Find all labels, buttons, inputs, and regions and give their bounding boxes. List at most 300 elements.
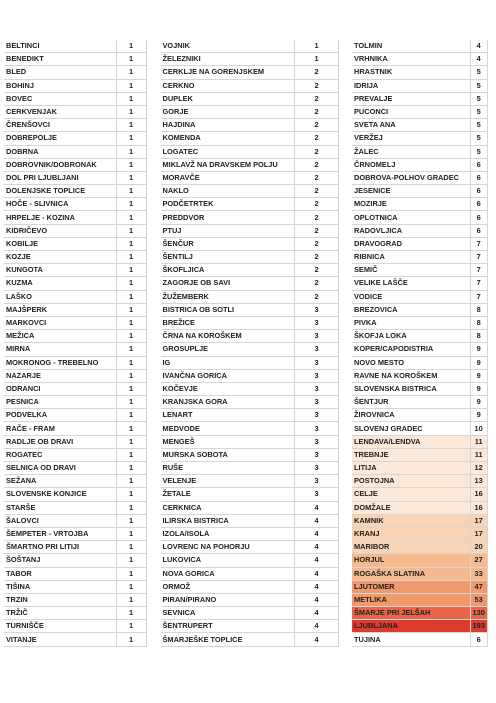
case-count: 6 xyxy=(470,158,487,171)
municipality-name: KRANJ xyxy=(352,527,470,540)
table-row xyxy=(4,264,146,277)
table-row xyxy=(352,158,487,171)
case-count: 1 xyxy=(116,264,146,277)
case-count: 4 xyxy=(295,501,339,514)
table-row xyxy=(161,527,339,540)
case-count: 2 xyxy=(295,264,339,277)
case-count: 2 xyxy=(295,198,339,211)
table-row xyxy=(4,633,146,646)
case-count: 3 xyxy=(295,356,339,369)
municipality-name: SEMIČ xyxy=(352,264,470,277)
case-count: 10 xyxy=(470,422,487,435)
table-row xyxy=(352,554,487,567)
table-row xyxy=(4,475,146,488)
table-row xyxy=(4,422,146,435)
municipality-name: RADOVLJICA xyxy=(352,224,470,237)
table-row xyxy=(352,567,487,580)
municipality-name: NAKLO xyxy=(161,185,295,198)
case-count: 6 xyxy=(470,211,487,224)
case-count: 4 xyxy=(295,567,339,580)
case-count: 1 xyxy=(116,356,146,369)
municipality-name: KOMENDA xyxy=(161,132,295,145)
municipality-name: TRŽIČ xyxy=(4,607,116,620)
case-count: 1 xyxy=(116,237,146,250)
municipality-name: BENEDIKT xyxy=(4,53,116,66)
case-count: 2 xyxy=(295,66,339,79)
case-count: 4 xyxy=(295,580,339,593)
municipality-name: ČRNOMELJ xyxy=(352,158,470,171)
municipality-name: PREVALJE xyxy=(352,92,470,105)
table-row xyxy=(4,580,146,593)
municipality-name: TREBNJE xyxy=(352,448,470,461)
case-count: 1 xyxy=(116,303,146,316)
case-count: 1 xyxy=(116,316,146,329)
table-row xyxy=(161,607,339,620)
municipality-name: POSTOJNA xyxy=(352,475,470,488)
table-row xyxy=(161,554,339,567)
municipality-name: MURSKA SOBOTA xyxy=(161,448,295,461)
municipality-name: VERŽEJ xyxy=(352,132,470,145)
case-count: 6 xyxy=(470,633,487,646)
municipality-name: MEDVODE xyxy=(161,422,295,435)
municipality-name: SLOVENJ GRADEC xyxy=(352,422,470,435)
case-count: 2 xyxy=(295,105,339,118)
municipality-name: MARIBOR xyxy=(352,541,470,554)
municipality-name: SLOVENSKA BISTRICA xyxy=(352,382,470,395)
case-count: 5 xyxy=(470,66,487,79)
case-count: 9 xyxy=(470,396,487,409)
table-row xyxy=(161,145,339,158)
case-count: 1 xyxy=(116,224,146,237)
municipality-name: VRHNIKA xyxy=(352,53,470,66)
municipality-name: PTUJ xyxy=(161,224,295,237)
case-count: 20 xyxy=(470,541,487,554)
table-row xyxy=(161,369,339,382)
table-row xyxy=(4,462,146,475)
table-row xyxy=(352,92,487,105)
municipality-name: VODICE xyxy=(352,290,470,303)
municipality-name: KUNGOTA xyxy=(4,264,116,277)
case-count: 2 xyxy=(295,290,339,303)
table-row xyxy=(352,290,487,303)
municipality-name: BISTRICA OB SOTLI xyxy=(161,303,295,316)
case-count: 4 xyxy=(295,541,339,554)
case-count: 1 xyxy=(116,488,146,501)
table-column-2 xyxy=(161,40,340,647)
municipality-name: HRPELJE - KOZINA xyxy=(4,211,116,224)
municipality-name: HOČE - SLIVNICA xyxy=(4,198,116,211)
table-row xyxy=(352,475,487,488)
table-row xyxy=(4,330,146,343)
municipality-name: MARKOVCI xyxy=(4,316,116,329)
municipality-name: KRANJSKA GORA xyxy=(161,396,295,409)
case-count: 1 xyxy=(116,448,146,461)
municipality-name: RADLJE OB DRAVI xyxy=(4,435,116,448)
table-row xyxy=(4,79,146,92)
table-row xyxy=(161,475,339,488)
case-count: 8 xyxy=(470,330,487,343)
case-count: 4 xyxy=(295,633,339,646)
table-row xyxy=(352,264,487,277)
table-row xyxy=(352,527,487,540)
table-row xyxy=(161,185,339,198)
case-count: 3 xyxy=(295,409,339,422)
table-row xyxy=(4,211,146,224)
municipality-name: VELIKE LAŠČE xyxy=(352,277,470,290)
municipality-name: ŽELEZNIKI xyxy=(161,53,295,66)
table-row xyxy=(161,343,339,356)
municipality-name: TABOR xyxy=(4,567,116,580)
municipality-name: MENGEŠ xyxy=(161,435,295,448)
table-row xyxy=(161,396,339,409)
municipality-name: JESENICE xyxy=(352,185,470,198)
case-count: 9 xyxy=(470,409,487,422)
municipality-name: MAJŠPERK xyxy=(4,303,116,316)
table-row xyxy=(4,237,146,250)
case-count: 5 xyxy=(470,145,487,158)
table-row xyxy=(4,303,146,316)
table-row xyxy=(352,330,487,343)
table-row xyxy=(4,53,146,66)
municipality-name: MOZIRJE xyxy=(352,198,470,211)
table-row xyxy=(4,145,146,158)
table-row xyxy=(161,264,339,277)
table-row xyxy=(352,132,487,145)
table-row xyxy=(161,409,339,422)
table-row xyxy=(4,343,146,356)
case-count: 6 xyxy=(470,171,487,184)
municipality-name: ŠOŠTANJ xyxy=(4,554,116,567)
case-count: 1 xyxy=(116,158,146,171)
table-row xyxy=(4,171,146,184)
table-row xyxy=(161,435,339,448)
case-count: 2 xyxy=(295,277,339,290)
municipality-name: TOLMIN xyxy=(352,40,470,53)
table-row xyxy=(352,369,487,382)
case-count: 11 xyxy=(470,435,487,448)
case-count: 1 xyxy=(295,40,339,53)
municipality-name: TUJINA xyxy=(352,633,470,646)
case-count: 1 xyxy=(116,607,146,620)
case-count: 4 xyxy=(470,40,487,53)
table-row xyxy=(4,527,146,540)
municipality-name: NOVA GORICA xyxy=(161,567,295,580)
municipality-name: DOLENJSKE TOPLICE xyxy=(4,185,116,198)
municipality-name: DOBREPOLJE xyxy=(4,132,116,145)
table-body-2 xyxy=(161,40,339,646)
municipality-name: ŽUŽEMBERK xyxy=(161,290,295,303)
table-row xyxy=(4,554,146,567)
municipality-name: MIKLAVŽ NA DRAVSKEM POLJU xyxy=(161,158,295,171)
table-row xyxy=(4,541,146,554)
table-row xyxy=(161,567,339,580)
municipality-name: DRAVOGRAD xyxy=(352,237,470,250)
municipality-name: ROGAŠKA SLATINA xyxy=(352,567,470,580)
municipality-name: CERKVENJAK xyxy=(4,105,116,118)
municipality-name: CERKNICA xyxy=(161,501,295,514)
municipality-name: PESNICA xyxy=(4,396,116,409)
table-row xyxy=(161,330,339,343)
table-row xyxy=(4,251,146,264)
municipality-name: DOMŽALE xyxy=(352,501,470,514)
municipality-name: MEŽICA xyxy=(4,330,116,343)
municipality-name: HRASTNIK xyxy=(352,66,470,79)
municipality-name: LOVRENC NA POHORJU xyxy=(161,541,295,554)
case-count: 130 xyxy=(470,607,487,620)
municipality-name: ROGATEC xyxy=(4,448,116,461)
municipality-name: LAŠKO xyxy=(4,290,116,303)
municipality-name: PREDDVOR xyxy=(161,211,295,224)
case-count: 1 xyxy=(116,105,146,118)
case-count: 4 xyxy=(470,53,487,66)
municipality-name: LENDAVA/LENDVA xyxy=(352,435,470,448)
case-count: 53 xyxy=(470,593,487,606)
case-count: 2 xyxy=(295,224,339,237)
table-row xyxy=(161,593,339,606)
case-count: 2 xyxy=(295,158,339,171)
municipality-name: ŠALOVCI xyxy=(4,514,116,527)
municipality-name: BOVEC xyxy=(4,92,116,105)
table-row xyxy=(4,396,146,409)
case-count: 1 xyxy=(116,92,146,105)
case-count: 8 xyxy=(470,303,487,316)
table-row xyxy=(352,119,487,132)
case-count: 1 xyxy=(116,343,146,356)
case-count: 3 xyxy=(295,488,339,501)
municipality-name: BREŽICE xyxy=(161,316,295,329)
table-row xyxy=(161,224,339,237)
table-row xyxy=(352,396,487,409)
table-column-1 xyxy=(4,40,147,647)
case-count: 11 xyxy=(470,448,487,461)
table-row xyxy=(352,171,487,184)
table-row xyxy=(4,488,146,501)
municipality-name: LUKOVICA xyxy=(161,554,295,567)
case-count: 1 xyxy=(116,211,146,224)
municipality-name: DOBRNA xyxy=(4,145,116,158)
municipality-tables xyxy=(0,40,496,647)
municipality-name: PODVELKA xyxy=(4,409,116,422)
top-margin xyxy=(0,0,496,40)
case-count: 5 xyxy=(470,132,487,145)
municipality-name: MORAVČE xyxy=(161,171,295,184)
case-count: 6 xyxy=(470,224,487,237)
municipality-name: SVETA ANA xyxy=(352,119,470,132)
case-count: 7 xyxy=(470,251,487,264)
municipality-name: BLED xyxy=(4,66,116,79)
table-row xyxy=(4,198,146,211)
case-count: 16 xyxy=(470,488,487,501)
case-count: 2 xyxy=(295,251,339,264)
case-count: 1 xyxy=(116,554,146,567)
case-count: 193 xyxy=(470,620,487,633)
table-row xyxy=(161,251,339,264)
table-row xyxy=(352,316,487,329)
case-count: 1 xyxy=(116,501,146,514)
case-count: 1 xyxy=(116,620,146,633)
table-row xyxy=(161,514,339,527)
municipality-name: CELJE xyxy=(352,488,470,501)
case-count: 1 xyxy=(116,514,146,527)
table-row xyxy=(161,448,339,461)
case-count: 3 xyxy=(295,462,339,475)
case-count: 1 xyxy=(116,330,146,343)
table-row xyxy=(352,224,487,237)
municipality-name: ŠENTRUPERT xyxy=(161,620,295,633)
municipality-name: BOHINJ xyxy=(4,79,116,92)
table-row xyxy=(161,277,339,290)
table-row xyxy=(352,593,487,606)
case-count: 1 xyxy=(116,527,146,540)
table-row xyxy=(352,303,487,316)
case-count: 1 xyxy=(116,277,146,290)
table-row xyxy=(4,224,146,237)
case-count: 2 xyxy=(295,185,339,198)
case-count: 3 xyxy=(295,369,339,382)
table-row xyxy=(4,448,146,461)
case-count: 1 xyxy=(116,119,146,132)
case-count: 5 xyxy=(470,92,487,105)
table-row xyxy=(161,211,339,224)
table-row xyxy=(352,501,487,514)
table-row xyxy=(161,620,339,633)
municipality-name: LOGATEC xyxy=(161,145,295,158)
table-row xyxy=(352,382,487,395)
case-count: 2 xyxy=(295,211,339,224)
table-row xyxy=(352,40,487,53)
municipality-name: NAZARJE xyxy=(4,369,116,382)
table-row xyxy=(4,593,146,606)
case-count: 1 xyxy=(116,409,146,422)
case-count: 1 xyxy=(116,66,146,79)
table-row xyxy=(161,422,339,435)
case-count: 47 xyxy=(470,580,487,593)
municipality-name: ODRANCI xyxy=(4,382,116,395)
table-row xyxy=(4,105,146,118)
municipality-name: ŽIROVNICA xyxy=(352,409,470,422)
case-count: 33 xyxy=(470,567,487,580)
case-count: 1 xyxy=(116,382,146,395)
table-row xyxy=(352,448,487,461)
table-row xyxy=(161,79,339,92)
municipality-name: BREZOVICA xyxy=(352,303,470,316)
municipality-name: RIBNICA xyxy=(352,251,470,264)
case-count: 1 xyxy=(116,422,146,435)
municipality-name: PUCONCI xyxy=(352,105,470,118)
case-count: 1 xyxy=(116,132,146,145)
case-count: 4 xyxy=(295,620,339,633)
case-count: 3 xyxy=(295,330,339,343)
table-row xyxy=(352,462,487,475)
municipality-name: VELENJE xyxy=(161,475,295,488)
municipality-name: SELNICA OD DRAVI xyxy=(4,462,116,475)
municipality-name: DOBROVA-POLHOV GRADEC xyxy=(352,171,470,184)
table-row xyxy=(4,158,146,171)
case-count: 7 xyxy=(470,264,487,277)
case-count: 3 xyxy=(295,396,339,409)
table-row xyxy=(352,251,487,264)
table-row xyxy=(4,501,146,514)
municipality-name: SLOVENSKE KONJICE xyxy=(4,488,116,501)
municipality-name: ČRNA NA KOROŠKEM xyxy=(161,330,295,343)
table-row xyxy=(4,316,146,329)
case-count: 4 xyxy=(295,527,339,540)
municipality-name: RUŠE xyxy=(161,462,295,475)
table-row xyxy=(4,185,146,198)
case-count: 3 xyxy=(295,422,339,435)
table-row xyxy=(161,541,339,554)
municipality-name: VOJNIK xyxy=(161,40,295,53)
case-count: 4 xyxy=(295,554,339,567)
municipality-name: METLIKA xyxy=(352,593,470,606)
municipality-name: LJUBLJANA xyxy=(352,620,470,633)
municipality-name: TIŠINA xyxy=(4,580,116,593)
municipality-name: KOPER/CAPODISTRIA xyxy=(352,343,470,356)
table-row xyxy=(4,567,146,580)
case-count: 3 xyxy=(295,382,339,395)
municipality-name: KUZMA xyxy=(4,277,116,290)
municipality-name: RAVNE NA KOROŠKEM xyxy=(352,369,470,382)
municipality-name: BELTINCI xyxy=(4,40,116,53)
municipality-name: ČRENŠOVCI xyxy=(4,119,116,132)
table-row xyxy=(161,119,339,132)
case-count: 1 xyxy=(116,633,146,646)
case-count: 1 xyxy=(116,462,146,475)
table-row xyxy=(4,92,146,105)
table-row xyxy=(4,514,146,527)
table-body-1 xyxy=(4,40,146,646)
table-row xyxy=(352,66,487,79)
table-row xyxy=(161,290,339,303)
municipality-name: VITANJE xyxy=(4,633,116,646)
municipality-name: KOČEVJE xyxy=(161,382,295,395)
municipality-name: TURNIŠČE xyxy=(4,620,116,633)
table-row xyxy=(161,66,339,79)
municipality-name: MIRNA xyxy=(4,343,116,356)
municipality-name: ŠKOFJA LOKA xyxy=(352,330,470,343)
table-row xyxy=(161,488,339,501)
table-row xyxy=(352,343,487,356)
table-row xyxy=(161,356,339,369)
case-count: 5 xyxy=(470,105,487,118)
table-row xyxy=(4,382,146,395)
table-column-3 xyxy=(352,40,488,647)
municipality-name: ŠMARJE PRI JELŠAH xyxy=(352,607,470,620)
table-row xyxy=(161,158,339,171)
case-count: 6 xyxy=(470,185,487,198)
municipality-name: STARŠE xyxy=(4,501,116,514)
municipality-name: SEVNICA xyxy=(161,607,295,620)
municipality-name: IDRIJA xyxy=(352,79,470,92)
municipality-name: PIVKA xyxy=(352,316,470,329)
table-row xyxy=(161,316,339,329)
case-count: 1 xyxy=(116,251,146,264)
case-count: 3 xyxy=(295,475,339,488)
case-count: 17 xyxy=(470,527,487,540)
table-row xyxy=(4,290,146,303)
municipality-name: KOBILJE xyxy=(4,237,116,250)
municipality-name: MOKRONOG - TREBELNO xyxy=(4,356,116,369)
table-row xyxy=(4,369,146,382)
table-row xyxy=(161,462,339,475)
municipality-name: LENART xyxy=(161,409,295,422)
table-row xyxy=(161,92,339,105)
case-count: 1 xyxy=(116,40,146,53)
case-count: 2 xyxy=(295,171,339,184)
table-row xyxy=(352,435,487,448)
municipality-name: ŠENTJUR xyxy=(352,396,470,409)
municipality-name: PIRAN/PIRANO xyxy=(161,593,295,606)
